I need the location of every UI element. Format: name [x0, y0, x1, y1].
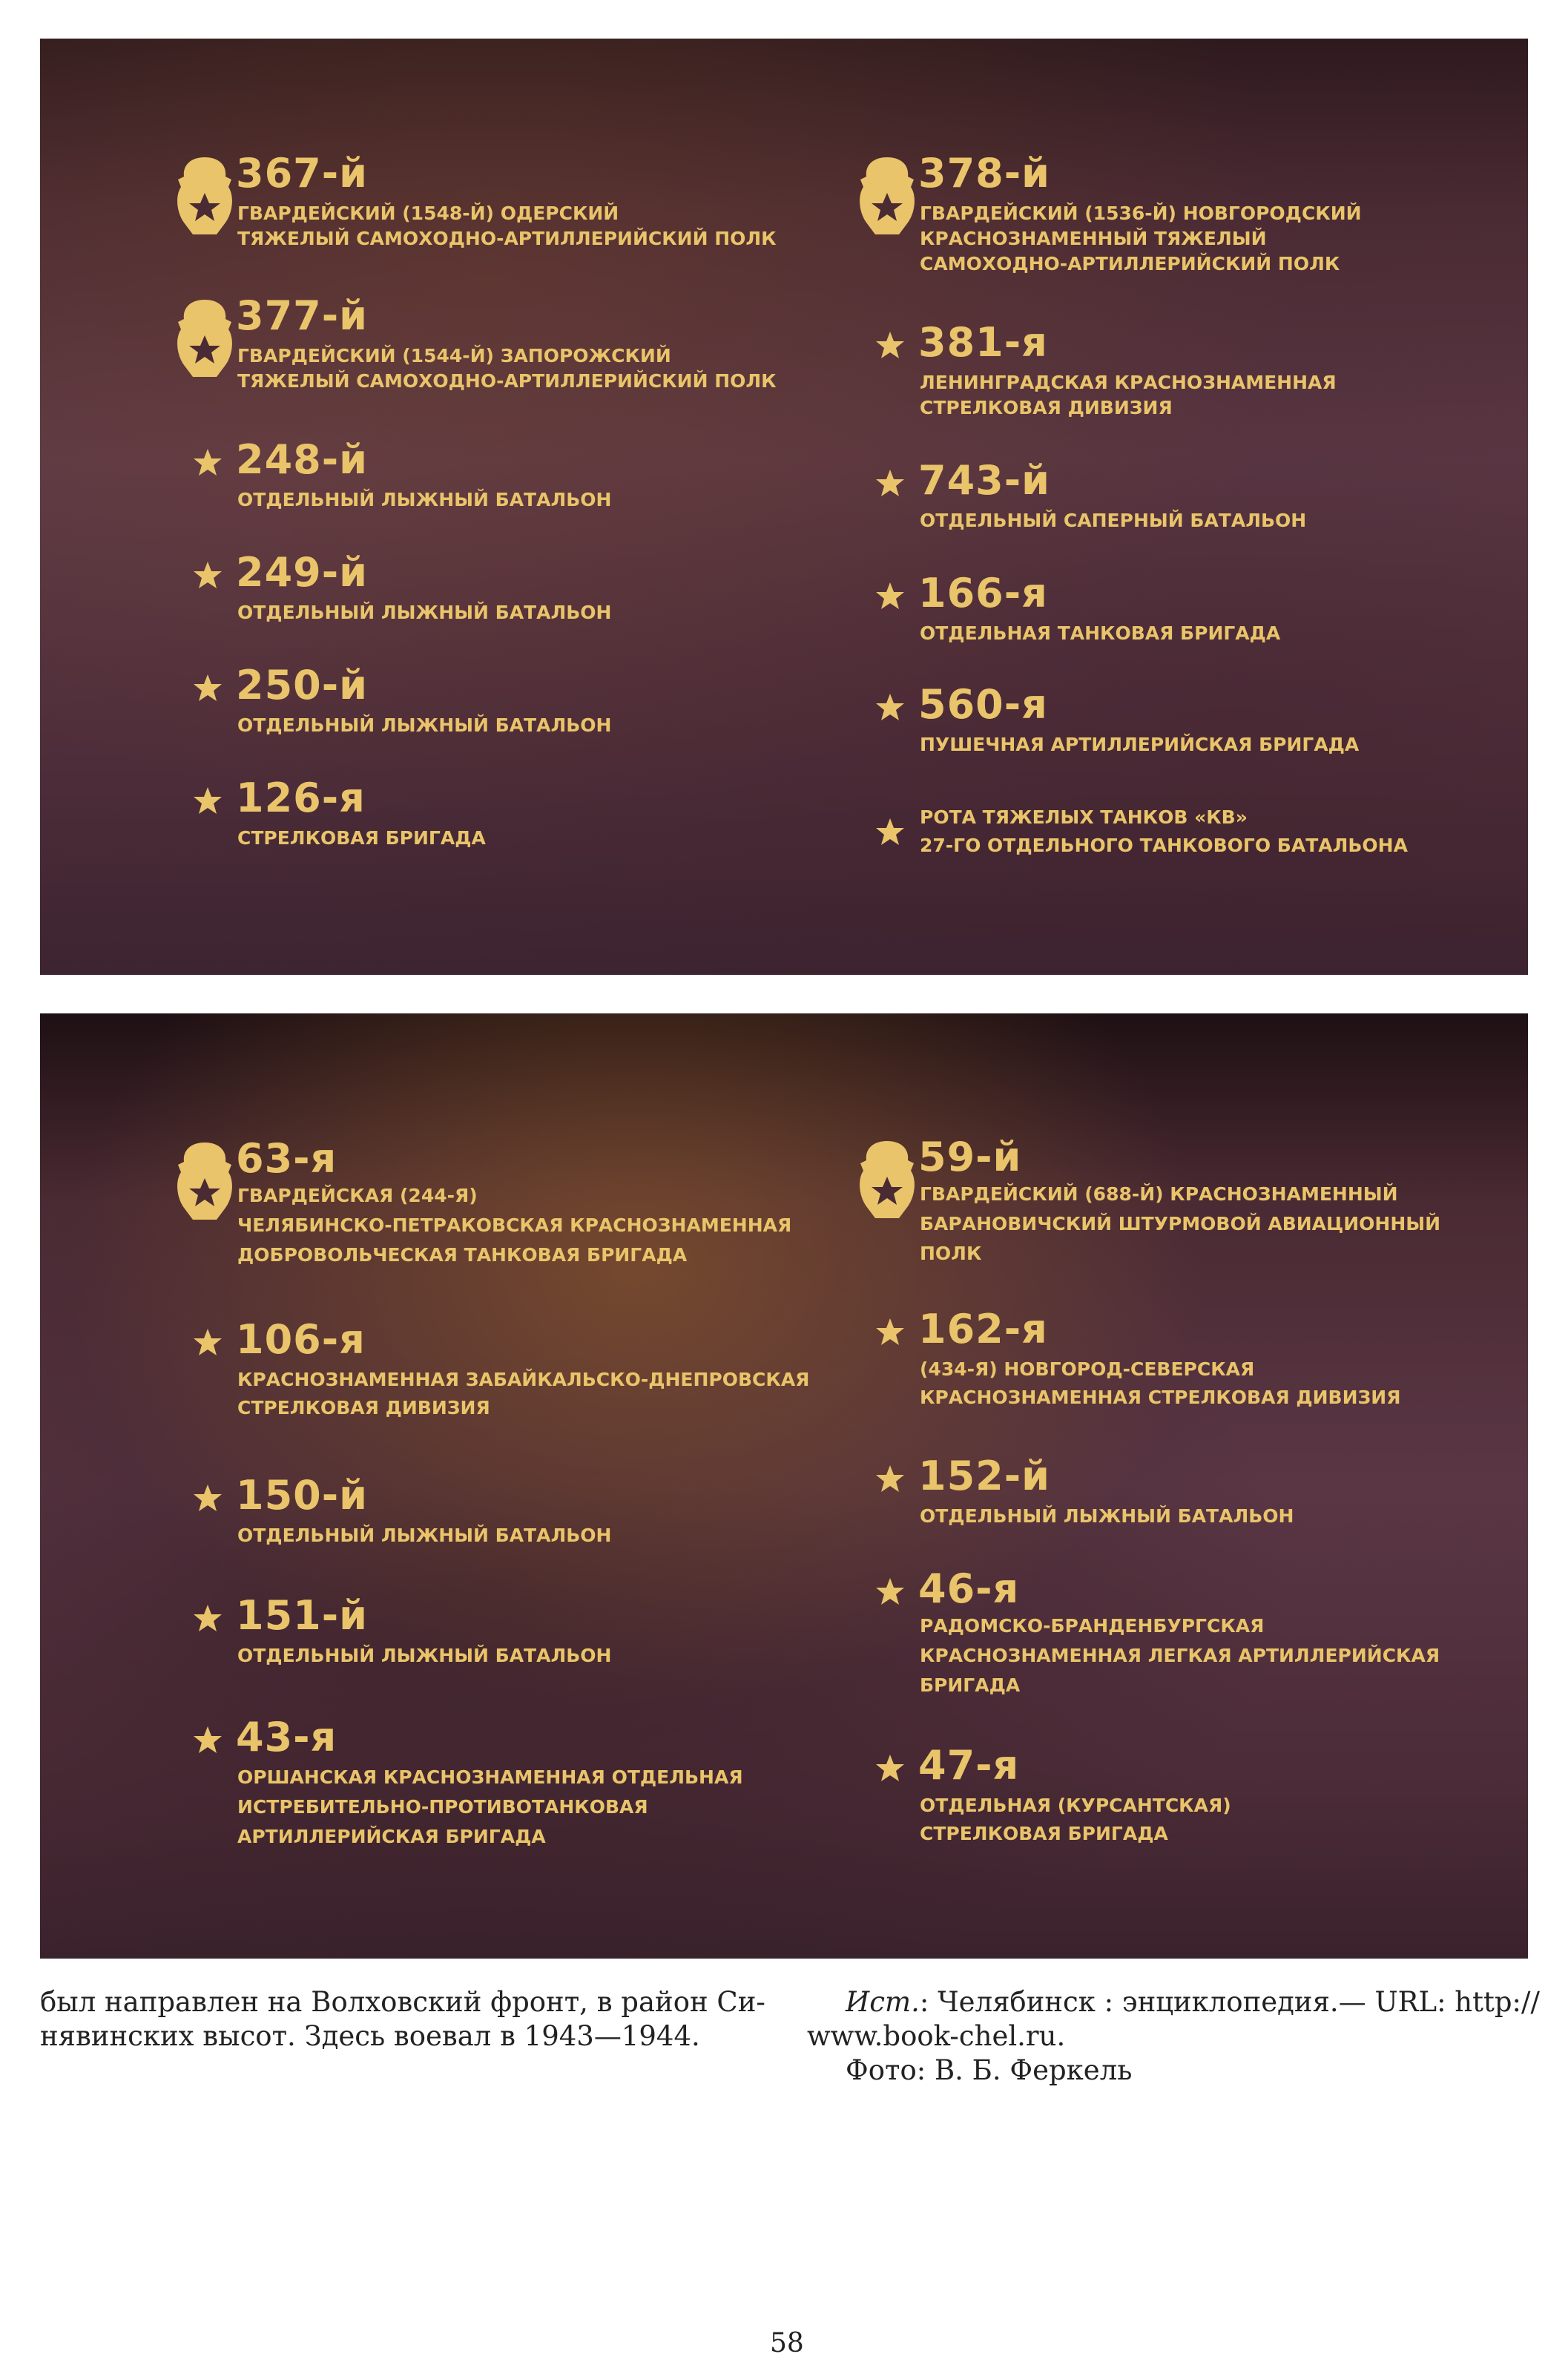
- plaque-photo-bottom: 63-я ГВАРДЕЙСКАЯ (244-Я) ЧЕЛЯБИНСКО-ПЕТРАКОВСКАЯ КРАСНОЗНАМЕННАЯ ДОБРОВОЛЬЧЕСКАЯ ТАНКОВАЯ БРИГАДА 106-я КРАСНОЗНАМЕННАЯ ЗАБАЙКАЛЬСКО-ДНЕПРОВСКАЯ СТРЕЛКОВАЯ ДИВИЗИЯ 150-й ОТДЕЛЬНЫЙ ЛЫЖНЫЙ БАТАЛЬОН 151-й ОТДЕЛЬНЫЙ ЛЫЖНЫЙ БАТАЛЬОН 43-я ОРШАНСКАЯ КРАСНОЗНАМЕННАЯ ОТДЕЛЬНАЯ ИСТРЕБИТЕЛЬНО-ПРОТИВОТАНКОВАЯ АРТИЛЛЕРИЙСКАЯ БРИГАДА 59-й ГВАРДЕЙСКИЙ (688-Й) КРАСНОЗНАМЕННЫЙ БАРАНОВИЧСКИЙ ШТУРМОВОЙ АВИАЦИОННЫЙ ПОЛК 162-я (434-Я) НОВГОРОД-СЕВЕРСКАЯ КРАСНОЗНАМЕННАЯ СТРЕЛКОВАЯ ДИВИЗИЯ 152-й ОТДЕЛЬНЫЙ ЛЫЖНЫЙ БАТАЛЬОН 46-я РАДОМСКО-БРАНДЕНБУРГСКАЯ КРАСНОЗНАМЕННАЯ ЛЕГКАЯ АРТИЛЛЕРИЙСКАЯ БРИГАДА 47-я ОТДЕЛЬНАЯ (КУРСАНТСКАЯ) СТРЕЛКОВАЯ БРИГАДА: [40, 1013, 1528, 1959]
- plaque-photo-top: 367-й ГВАРДЕЙСКИЙ (1548-Й) ОДЕРСКИЙ ТЯЖЕЛЫЙ САМОХОДНО-АРТИЛЛЕРИЙСКИЙ ПОЛК 377-й ГВАРДЕЙСКИЙ (1544-Й) ЗАПОРОЖСКИЙ ТЯЖЕЛЫЙ САМОХОДНО-АРТИЛЛЕРИЙСКИЙ ПОЛК 248-й ОТДЕЛЬНЫЙ ЛЫЖНЫЙ БАТАЛЬОН 249-й ОТДЕЛЬНЫЙ ЛЫЖНЫЙ БАТАЛЬОН 250-й ОТДЕЛЬНЫЙ ЛЫЖНЫЙ БАТАЛЬОН 126-я СТРЕЛКОВАЯ БРИГАДА 378-й ГВАРДЕЙСКИЙ (1536-Й) НОВГОРОДСКИЙ КРАСНОЗНАМЕННЫЙ ТЯЖЕЛЫЙ САМОХОДНО-АРТИЛЛЕРИЙСКИЙ ПОЛК 381-я ЛЕНИНГРАДСКАЯ КРАСНОЗНАМЕННАЯ СТРЕЛКОВАЯ ДИВИЗИЯ 743-й ОТДЕЛЬНЫЙ САПЕРНЫЙ БАТАЛЬОН 166-я ОТДЕЛЬНАЯ ТАНКОВАЯ БРИГАДА 560-я ПУШЕЧНАЯ АРТИЛЛЕРИЙСКАЯ БРИГАДА РОТА ТЯЖЕЛЫХ ТАНКОВ «КВ» 27-ГО ОТДЕЛЬНОГО ТАНКОВОГО БАТАЛЬОНА: [40, 39, 1528, 975]
- star-icon: [193, 1328, 223, 1358]
- star-icon: [193, 1726, 223, 1755]
- photo-credit: Фото: В. Б. Феркель: [846, 2054, 1133, 2086]
- source-text: : Челябинск : энциклопедия.— URL: http://: [919, 1986, 1540, 2018]
- star-icon: [193, 448, 223, 478]
- guards-badge-icon: [856, 154, 918, 242]
- body-text-line: нявинских высот. Здесь воевал в 1943—1944.: [40, 2020, 700, 2052]
- star-icon: [193, 1484, 223, 1513]
- guards-badge-icon: [174, 1140, 236, 1227]
- guards-badge-icon: [174, 297, 236, 384]
- star-icon: [193, 561, 223, 591]
- star-icon: [875, 1754, 905, 1783]
- star-icon: [875, 1318, 905, 1347]
- star-icon: [875, 693, 905, 723]
- star-icon: [875, 1577, 905, 1607]
- star-icon: [193, 674, 223, 703]
- star-icon: [193, 786, 223, 816]
- page-number: 58: [770, 2328, 804, 2358]
- star-icon: [875, 1464, 905, 1494]
- source-label: Ист.: [846, 1986, 920, 2018]
- star-icon: [875, 582, 905, 611]
- guards-badge-icon: [856, 1138, 918, 1226]
- source-line: [846, 1985, 1540, 2019]
- source-url: www.book-chel.ru.: [807, 2020, 1066, 2052]
- star-icon: [875, 331, 905, 361]
- body-text-line: был направлен на Волховский фронт, в район Си-: [40, 1986, 765, 2018]
- guards-badge-icon: [174, 154, 236, 242]
- star-icon: [193, 1604, 223, 1634]
- star-icon: [875, 818, 905, 847]
- star-icon: [875, 469, 905, 499]
